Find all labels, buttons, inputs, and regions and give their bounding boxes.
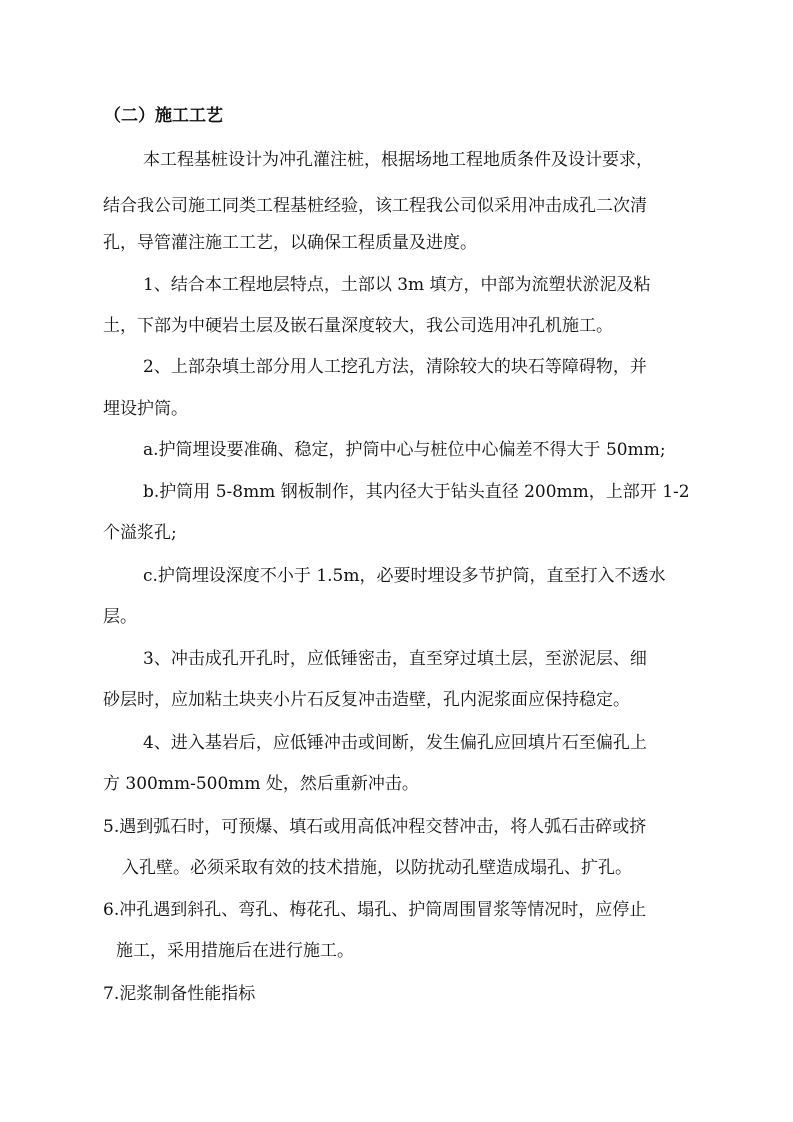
item1-line-1: 1、结合本工程地层特点，土部以 3m 填方，中部为流塑状淤泥及粘 [143, 275, 651, 295]
item2c-line-1: c.护筒埋设深度不小于 1.5m，必要时埋设多节护筒，直至打入不透水 [143, 566, 666, 586]
intro-line-3: 孔，导管灌注施工工艺，以确保工程质量及进度。 [103, 233, 477, 253]
section-heading: （二）施工工艺 [104, 106, 223, 126]
item2c-line-2: 层。 [103, 607, 137, 627]
item2-line-1: 2、上部杂填土部分用人工挖孔方法，清除较大的块石等障碍物，并 [143, 357, 647, 377]
item3-line-1: 3、冲击成孔开孔时，应低锤密击，直至穿过填土层，至淤泥层、细 [143, 649, 647, 669]
item2-line-2: 埋设护筒。 [103, 399, 188, 419]
item2b-line-2: 个溢浆孔; [103, 523, 177, 543]
item4-line-1: 4、进入基岩后，应低锤冲击或间断，发生偏孔应回填片石至偏孔上 [143, 733, 647, 753]
intro-line-2: 结合我公司施工同类工程基桩经验，该工程我公司似采用冲击成孔二次清 [103, 196, 647, 216]
intro-line-1: 本工程基桩设计为冲孔灌注桩，根据场地工程地质条件及设计要求， [143, 150, 653, 170]
item7-line-1: 7.泥浆制备性能指标 [103, 984, 256, 1004]
item2b-line-1: b.护筒用 5-8mm 钢板制作，其内径大于钻头直径 200mm，上部开 1-2 [143, 482, 690, 502]
item6-line-1: 6.冲孔遇到斜孔、弯孔、梅花孔、塌孔、护筒周围冒浆等情况时，应停止 [103, 900, 647, 920]
item3-line-2: 砂层时，应加粘土块夹小片石反复冲击造壁，孔内泥浆面应保持稳定。 [103, 690, 630, 710]
item2a-line-1: a.护筒埋设要准确、稳定，护筒中心与桩位中心偏差不得大于 50mm; [143, 440, 666, 460]
item6-line-2: 施工，采用措施后在进行施工。 [116, 941, 354, 961]
item5-line-1: 5.遇到弧石时，可预爆、填石或用高低冲程交替冲击，将人弧石击碎或挤 [103, 817, 647, 837]
item5-line-2: 入孔壁。必须采取有效的技术措施，以防扰动孔壁造成塌孔、扩孔。 [122, 858, 632, 878]
item4-line-2: 方 300mm-500mm 处，然后重新冲击。 [103, 774, 419, 794]
item1-line-2: 土，下部为中硬岩土层及嵌石量深度较大，我公司选用冲孔机施工。 [103, 316, 613, 336]
